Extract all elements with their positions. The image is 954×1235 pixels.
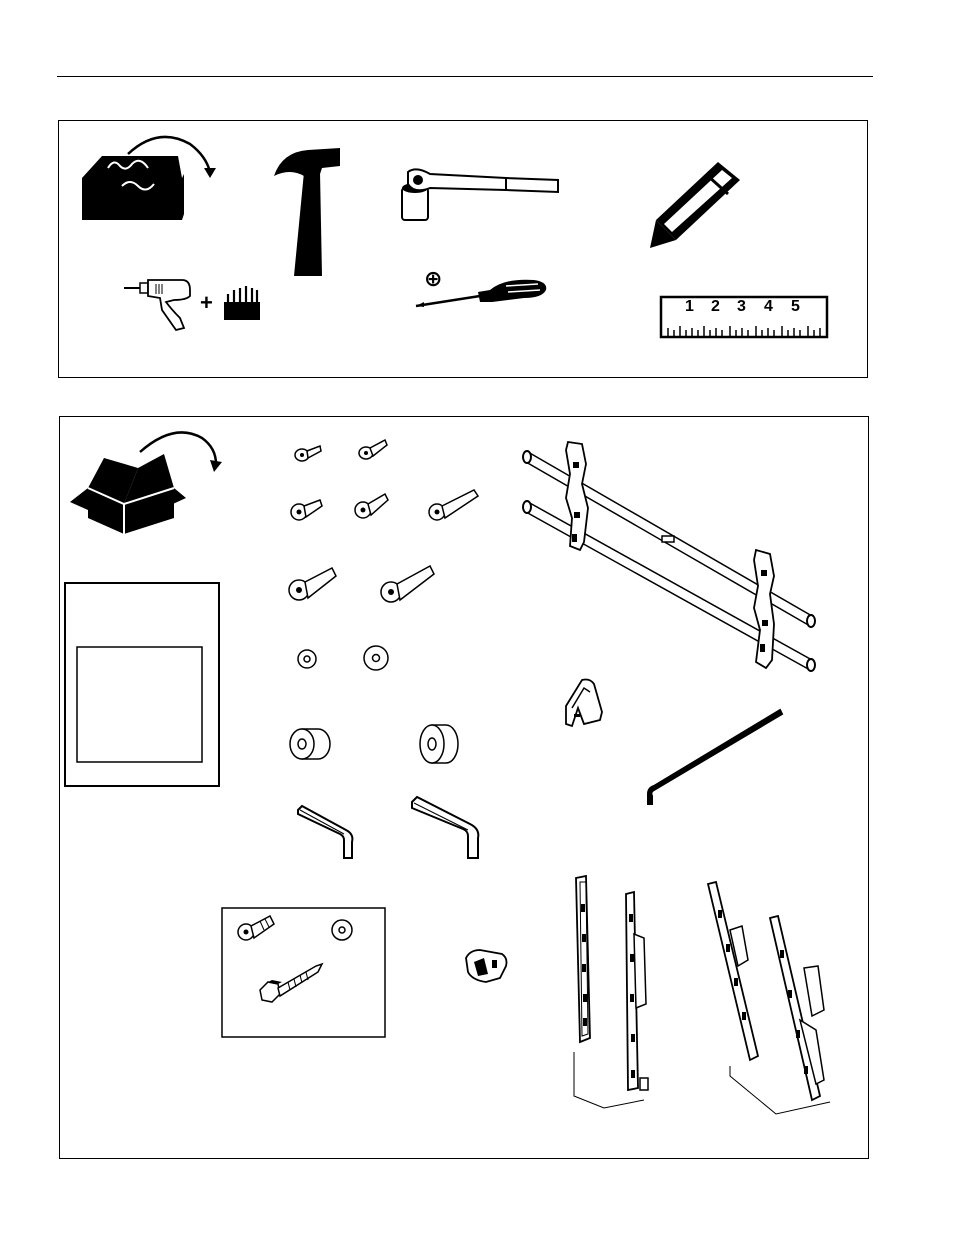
hammer-icon xyxy=(268,146,348,278)
ruler-number-4: 4 xyxy=(764,298,773,315)
allen-wrench-icon-2 xyxy=(410,796,484,860)
toolbox-icon xyxy=(78,128,218,226)
vertical-bracket-icon-2 xyxy=(700,880,836,1116)
phillips-screwdriver-icon xyxy=(414,276,550,310)
drill-bits-icon xyxy=(222,284,262,322)
header-rule xyxy=(57,76,873,77)
large-screw-icon-2 xyxy=(380,564,436,604)
socket-wrench-icon xyxy=(400,168,564,224)
allen-wrench-icon xyxy=(296,804,358,860)
ruler-number-5: 5 xyxy=(791,298,800,315)
long-hex-key-icon xyxy=(644,708,784,806)
lock-bracket-icon xyxy=(462,948,510,984)
lag-washer-icon xyxy=(330,918,354,942)
open-box-icon xyxy=(68,424,222,536)
medium-screw-icon-2 xyxy=(354,492,390,520)
large-screw-icon xyxy=(288,566,338,602)
wall-plate-icon xyxy=(516,438,820,676)
small-screw-icon xyxy=(294,442,322,464)
spacer-icon xyxy=(288,726,330,762)
medium-screw-icon xyxy=(290,496,324,522)
small-washer-icon-2 xyxy=(362,644,390,672)
plus-sign: + xyxy=(200,290,213,315)
phillips-symbol-icon: ⊕ xyxy=(424,267,443,292)
small-washer-icon xyxy=(296,648,318,670)
long-screw-icon xyxy=(428,488,480,522)
anchor-icon xyxy=(236,912,276,942)
small-screw-icon-2 xyxy=(358,438,388,462)
clip-icon xyxy=(564,678,604,728)
ruler-number-3: 3 xyxy=(737,298,746,315)
vertical-bracket-icon xyxy=(568,874,664,1112)
drill-icon xyxy=(124,278,204,332)
lag-bolt-icon xyxy=(258,960,324,1008)
ruler-number-2: 2 xyxy=(711,298,720,315)
spacer-icon-2 xyxy=(418,722,460,766)
pencil-icon xyxy=(648,158,746,250)
manual-icon xyxy=(64,582,220,787)
ruler-number-1: 1 xyxy=(685,298,694,315)
